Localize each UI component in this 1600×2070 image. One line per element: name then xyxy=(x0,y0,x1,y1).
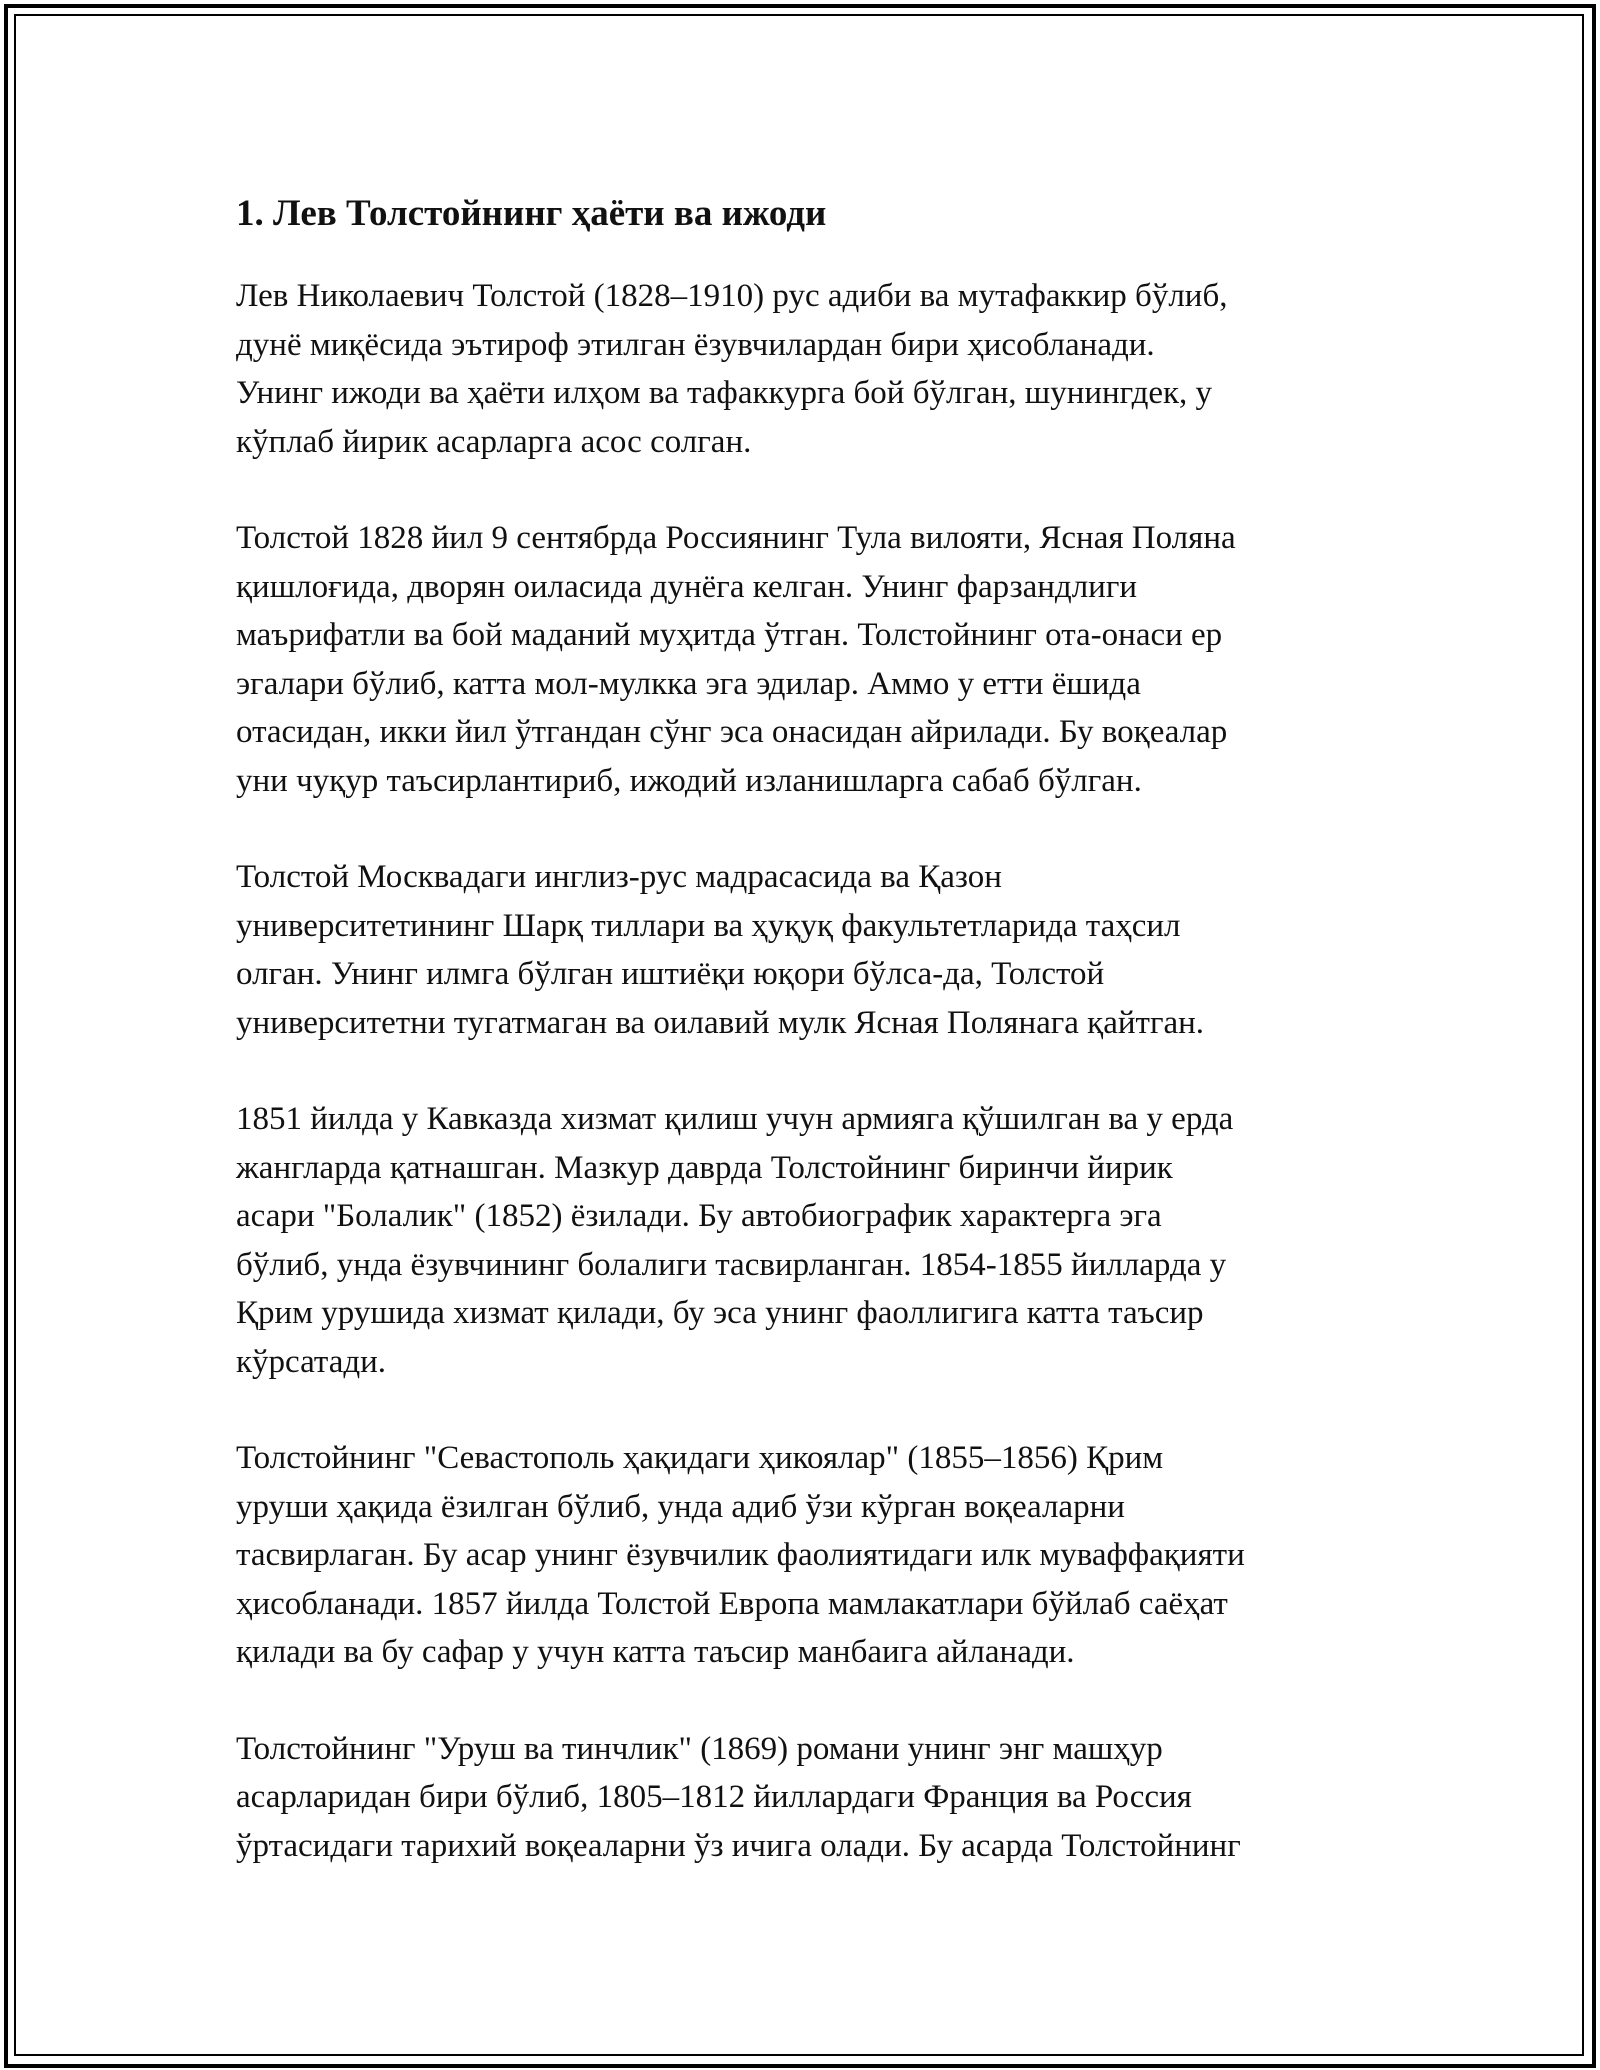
paragraph-line: қилади ва бу сафар у учун катта таъсир манбаига айланади. xyxy=(236,1634,1075,1670)
paragraph-line: ҳисобланади. 1857 йилда Толстой Европа мамлакатлари бўйлаб саёҳат xyxy=(236,1585,1228,1622)
paragraph-line: университетининг Шарқ тиллари ва ҳуқуқ факультетларида таҳсил xyxy=(236,907,1181,944)
paragraph-line: отасидан, икки йил ўтгандан сўнг эса онасидан айрилади. Бу воқеалар xyxy=(236,714,1228,750)
paragraph xyxy=(236,853,1366,1047)
paragraph-line: Толстойнинг "Уруш ва тинчлик" (1869) романи унинг энг машҳур xyxy=(236,1730,1163,1767)
paragraph-line: олган. Унинг илмга бўлган иштиёқи юқори бўлса-да, Толстой xyxy=(236,956,1105,992)
paragraph xyxy=(236,514,1366,805)
paragraph-line: Унинг ижоди ва ҳаёти илҳом ва тафаккурга бой бўлган, шунингдек, у xyxy=(236,375,1213,411)
paragraph-list xyxy=(236,272,1366,1870)
paragraph xyxy=(236,272,1366,466)
paragraph-line: жангларда қатнашган. Мазкур даврда Толстойнинг биринчи йирик xyxy=(236,1149,1173,1186)
paragraph-line: Толстой 1828 йил 9 сентябрда Россиянинг Тула вилояти, Ясная Поляна xyxy=(236,520,1236,556)
paragraph-line: асари "Болалик" (1852) ёзилади. Бу автобиографик характерга эга xyxy=(236,1198,1162,1234)
paragraph xyxy=(236,1434,1366,1677)
paragraph-line: асарларидан бири бўлиб, 1805–1812 йиллардаги Франция ва Россия xyxy=(236,1779,1192,1815)
paragraph xyxy=(236,1725,1366,1871)
paragraph-line: Толстой Москвадаги инглиз-рус мадрасасида ва Қазон xyxy=(236,859,1002,895)
paragraph-line: ўртасидаги тарихий воқеаларни ўз ичига олади. Бу асарда Толстойнинг xyxy=(236,1827,1241,1864)
paragraph-line: уни чуқур таъсирлантириб, ижодий изланишларга сабаб бўлган. xyxy=(236,762,1142,799)
paragraph-line: тасвирлаган. Бу асар унинг ёзувчилик фаолиятидаги илк муваффақияти xyxy=(236,1537,1245,1573)
paragraph-line: университетни тугатмаган ва оилавий мулк Ясная Полянага қайтган. xyxy=(236,1004,1205,1041)
document-body xyxy=(236,186,1366,1918)
section-heading: 1. Лев Толстойнинг ҳаёти ва ижоди xyxy=(236,193,827,234)
paragraph-line: Қрим урушида хизмат қилади, бу эса унинг фаоллигига катта таъсир xyxy=(236,1295,1204,1331)
paragraph-line: кўплаб йирик асарларга асос солган. xyxy=(236,423,752,460)
paragraph-line: 1851 йилда у Кавказда хизмат қилиш учун армияга қўшилган ва у ерда xyxy=(236,1101,1234,1137)
paragraph-line: бўлиб, унда ёзувчининг болалиги тасвирланган. 1854-1855 йилларда у xyxy=(236,1246,1227,1283)
paragraph-line: уруши ҳақида ёзилган бўлиб, унда адиб ўзи кўрган воқеаларни xyxy=(236,1488,1125,1525)
paragraph-line: маърифатли ва бой маданий муҳитда ўтган. Толстойнинг ота-онаси ер xyxy=(236,617,1223,653)
paragraph-line: Лев Николаевич Толстой (1828–1910) рус адиби ва мутафаккир бўлиб, xyxy=(236,278,1228,314)
paragraph-line: қишлоғида, дворян оиласида дунёга келган. Унинг фарзандлиги xyxy=(236,568,1138,605)
paragraph-line: эгалари бўлиб, катта мол-мулкка эга эдилар. Аммо у етти ёшида xyxy=(236,665,1141,702)
paragraph-line: кўрсатади. xyxy=(236,1343,387,1380)
paragraph-line: Толстойнинг "Севастополь ҳақидаги ҳикоялар" (1855–1856) Қрим xyxy=(236,1440,1164,1476)
paragraph-line: дунё миқёсида эътироф этилган ёзувчилардан бири ҳисобланади. xyxy=(236,326,1155,363)
paragraph xyxy=(236,1095,1366,1386)
